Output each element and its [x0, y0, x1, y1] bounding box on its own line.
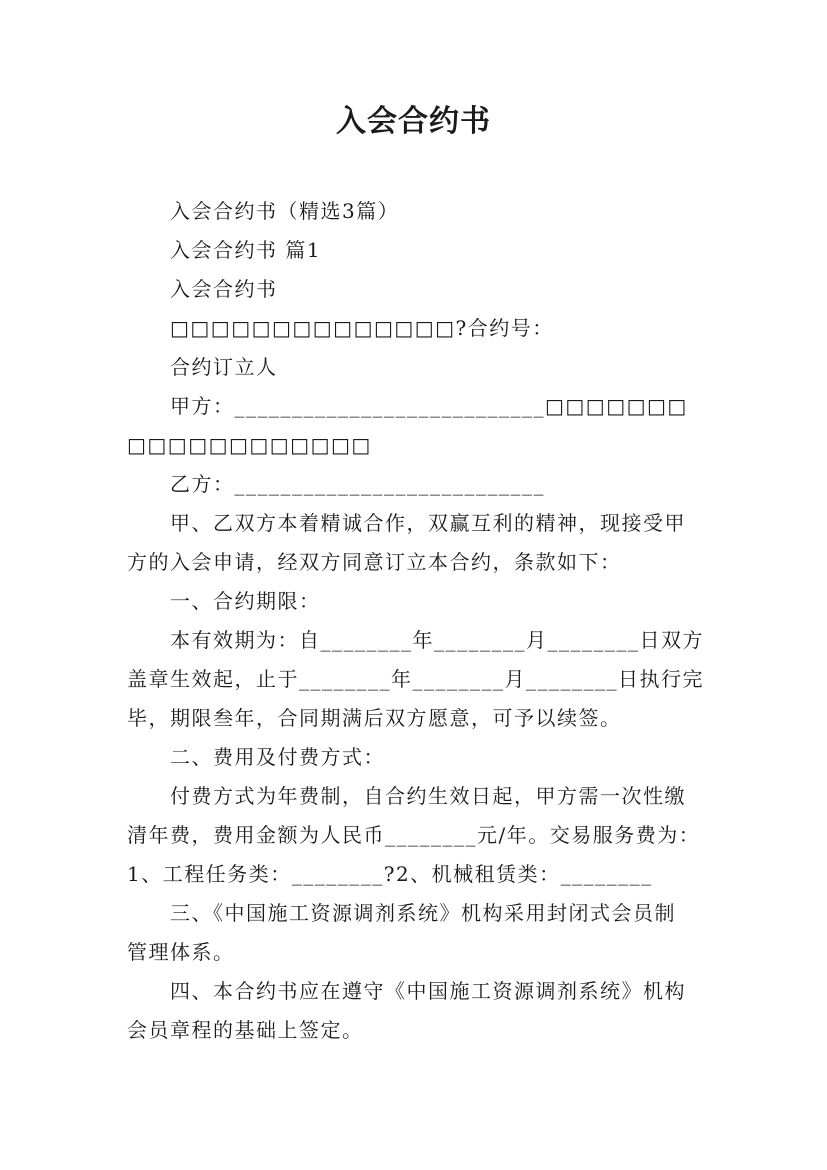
clause-2-text: 清年费，费用金额为人民币________元/年。交易服务费为：	[127, 823, 701, 847]
clause-4-text: 四、本合约书应在遵守《中国施工资源调剂系统》机构	[170, 979, 686, 1003]
party-b-line: 乙方：___________________________	[170, 472, 545, 496]
clause-2-text: 付费方式为年费制，自合约生效日起，甲方需一次性缴	[170, 784, 686, 808]
clause-1-heading: 一、合约期限：	[170, 589, 321, 613]
parties-label: 合约订立人	[170, 355, 278, 379]
intro-paragraph-line: 方的入会申请，经双方同意订立本合约，条款如下：	[127, 550, 622, 574]
party-a-line: 甲方：___________________________□□□□□□□	[170, 394, 688, 418]
contract-heading: 入会合约书	[170, 277, 278, 301]
clause-3-text: 三、《中国施工资源调剂系统》机构采用封闭式会员制	[170, 901, 676, 925]
clause-1-text: 盖章生效起，止于________年________月________日执行完	[127, 667, 704, 691]
subtitle-selected: 入会合约书（精选3篇）	[170, 199, 400, 223]
clause-1-text: 本有效期为：自________年________月________日双方	[170, 628, 704, 652]
clause-2-heading: 二、费用及付费方式：	[170, 745, 385, 769]
section-heading: 入会合约书 篇1	[170, 238, 322, 262]
document-title: 入会合约书	[336, 104, 491, 139]
contract-number-line: □□□□□□□□□□□□□□?合约号：	[170, 316, 554, 340]
clause-4-text: 会员章程的基础上签定。	[127, 1018, 364, 1042]
clause-3-text: 管理体系。	[127, 940, 235, 964]
intro-paragraph-line: 甲、乙双方本着精诚合作，双赢互利的精神，现接受甲	[170, 511, 686, 535]
party-a-continued: □□□□□□□□□□□□	[127, 433, 372, 457]
clause-2-fees: 1、工程任务类：________?2、机械租赁类：________	[127, 862, 653, 886]
clause-1-text: 毕，期限叁年，合同期满后双方愿意，可予以续签。	[127, 706, 622, 730]
